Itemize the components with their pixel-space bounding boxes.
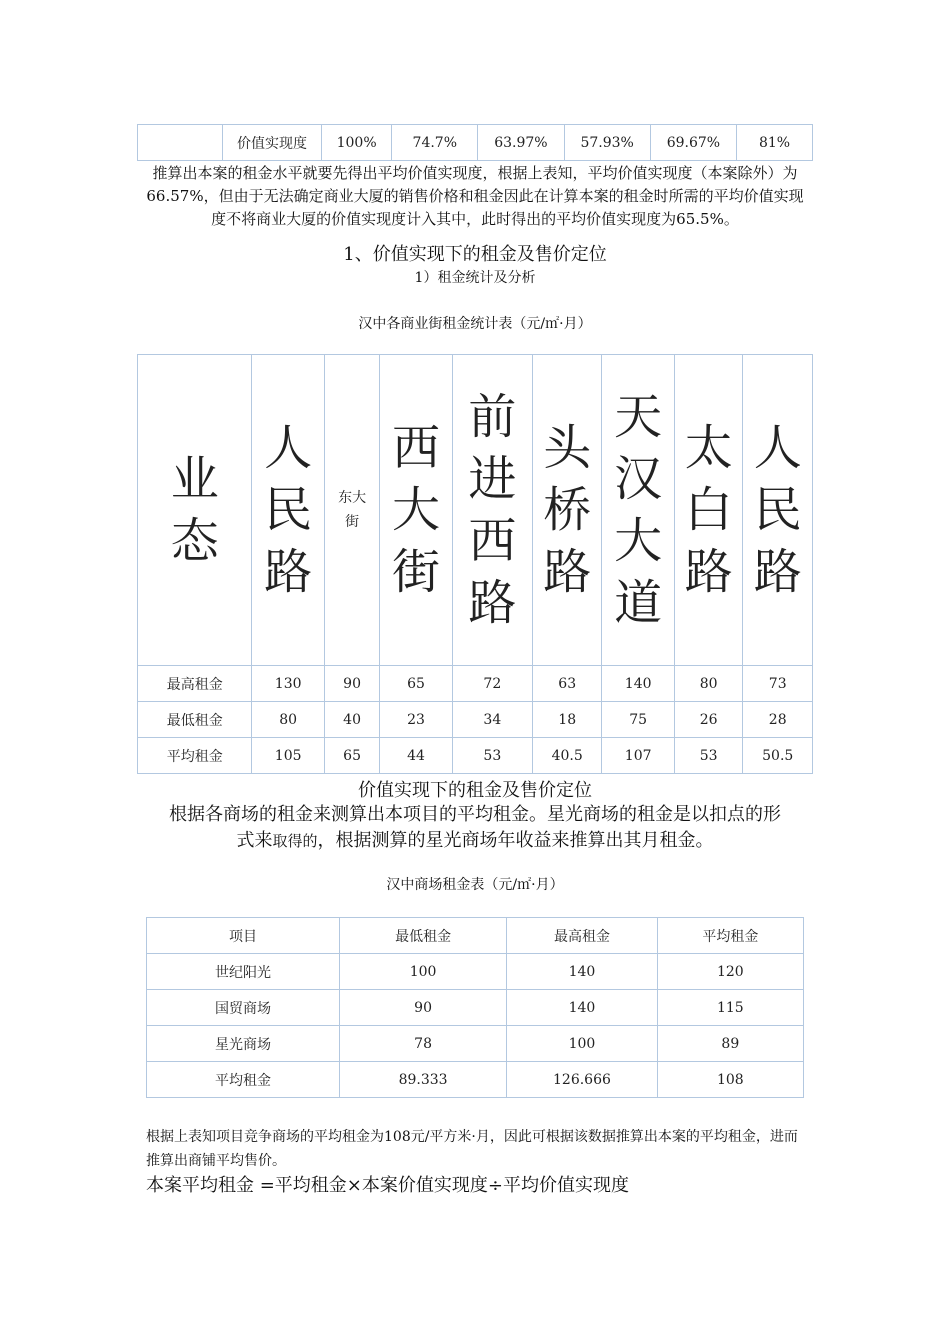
table-cell: 40.5 <box>532 738 602 774</box>
header-cell: 平均租金 <box>657 918 803 954</box>
text-span: 取得的 <box>272 832 318 850</box>
table-cell: 107 <box>602 738 674 774</box>
paragraph-mall-line2 <box>0 826 950 852</box>
table-cell: 40 <box>324 702 379 738</box>
table-cell: 平均租金 <box>147 1062 340 1098</box>
table-cell: 最低租金 <box>138 702 252 738</box>
table-cell: 平均租金 <box>138 738 252 774</box>
table-cell: 57.93% <box>564 125 650 161</box>
header-cell: 前进西路 <box>452 355 532 666</box>
subsection-heading: 1）租金统计及分析 <box>414 270 536 286</box>
table-row <box>138 738 813 774</box>
table-cell: 90 <box>339 990 506 1026</box>
table-cell: 63 <box>532 666 602 702</box>
table-row <box>147 1026 804 1062</box>
table-cell: 89 <box>657 1026 803 1062</box>
table-cell: 140 <box>507 990 657 1026</box>
table-cell: 26 <box>674 702 743 738</box>
table-header-row <box>138 355 813 666</box>
header-cell: 东大街 <box>324 355 379 666</box>
header-cell: 人民路 <box>252 355 324 666</box>
table-cell: 65 <box>324 738 379 774</box>
table-cell: 价值实现度 <box>222 125 321 161</box>
formula-text: 本案平均租金 =平均租金×本案价值实现度÷平均价值实现度 <box>146 1175 629 1196</box>
table-cell: 78 <box>339 1026 506 1062</box>
table-cell: 44 <box>380 738 452 774</box>
table-cell: 28 <box>743 702 813 738</box>
street-rent-table <box>137 354 813 774</box>
text-span: ，根据测算的星光商场年收益来推算出其月租金。 <box>317 830 714 851</box>
header-cell: 天汉大道 <box>602 355 674 666</box>
table-cell: 120 <box>657 954 803 990</box>
header-cell: 最高租金 <box>507 918 657 954</box>
table-cell: 53 <box>674 738 743 774</box>
table-cell: 63.97% <box>478 125 564 161</box>
table-caption-streets: 汉中各商业街租金统计表（元/㎡·月） <box>358 316 592 332</box>
table-cell: 130 <box>252 666 324 702</box>
table-row <box>138 702 813 738</box>
text-span: 式来 <box>236 830 273 851</box>
table-cell: 100% <box>321 125 391 161</box>
section-heading-2: 价值实现下的租金及售价定位 <box>358 780 592 801</box>
paragraph-avg-rent: 根据上表知项目竞争商场的平均租金为108元/平方米·月，因此可根据该数据推算出本案的平均租金，进而推算出商铺平均售价。 <box>146 1129 798 1169</box>
value-realization-table <box>137 124 813 161</box>
table-cell: 105 <box>252 738 324 774</box>
table-cell: 23 <box>380 702 452 738</box>
table-cell: 81% <box>737 125 813 161</box>
header-cell: 人民路 <box>743 355 813 666</box>
table-cell: 100 <box>339 954 506 990</box>
table-cell: 74.7% <box>392 125 478 161</box>
table-cell: 108 <box>657 1062 803 1098</box>
table-cell: 115 <box>657 990 803 1026</box>
table-cell: 89.333 <box>339 1062 506 1098</box>
table-cell: 世纪阳光 <box>147 954 340 990</box>
header-cell: 业态 <box>138 355 252 666</box>
table-cell <box>138 125 223 161</box>
table-cell: 80 <box>252 702 324 738</box>
table-row <box>138 125 813 161</box>
table-cell: 73 <box>743 666 813 702</box>
header-cell: 项目 <box>147 918 340 954</box>
table-row <box>147 1062 804 1098</box>
header-cell: 头桥路 <box>532 355 602 666</box>
table-cell: 国贸商场 <box>147 990 340 1026</box>
table-cell: 65 <box>380 666 452 702</box>
header-cell: 最低租金 <box>339 918 506 954</box>
table-cell: 72 <box>452 666 532 702</box>
table-cell: 18 <box>532 702 602 738</box>
table-cell: 80 <box>674 666 743 702</box>
paragraph-mall-line1: 根据各商场的租金来测算出本项目的平均租金。星光商场的租金是以扣点的形 <box>169 804 781 825</box>
table-header-row <box>147 918 804 954</box>
table-cell: 最高租金 <box>138 666 252 702</box>
table-cell: 100 <box>507 1026 657 1062</box>
table-cell: 140 <box>507 954 657 990</box>
table-cell: 53 <box>452 738 532 774</box>
table-cell: 69.67% <box>650 125 736 161</box>
mall-rent-table <box>146 917 804 1098</box>
table-caption-malls: 汉中商场租金表（元/㎡·月） <box>386 877 564 893</box>
table-row <box>138 666 813 702</box>
section-heading: 1、价值实现下的租金及售价定位 <box>343 244 607 265</box>
table-cell: 90 <box>324 666 379 702</box>
table-row <box>147 954 804 990</box>
table-cell: 126.666 <box>507 1062 657 1098</box>
table-cell: 75 <box>602 702 674 738</box>
table-row <box>147 990 804 1026</box>
table-cell: 50.5 <box>743 738 813 774</box>
header-cell: 太白路 <box>674 355 743 666</box>
table-cell: 140 <box>602 666 674 702</box>
table-cell: 星光商场 <box>147 1026 340 1062</box>
header-cell: 西大街 <box>380 355 452 666</box>
table-cell: 34 <box>452 702 532 738</box>
paragraph-avg-value: 推算出本案的租金水平就要先得出平均价值实现度，根据上表知，平均价值实现度（本案除外）为66.57%，但由于无法确定商业大厦的销售价格和租金因此在计算本案的租金时所需的平均价值实现度不将商业大厦的价值实现度计入其中，此时得出的平均价值实现度为65.5%。 <box>146 164 804 228</box>
